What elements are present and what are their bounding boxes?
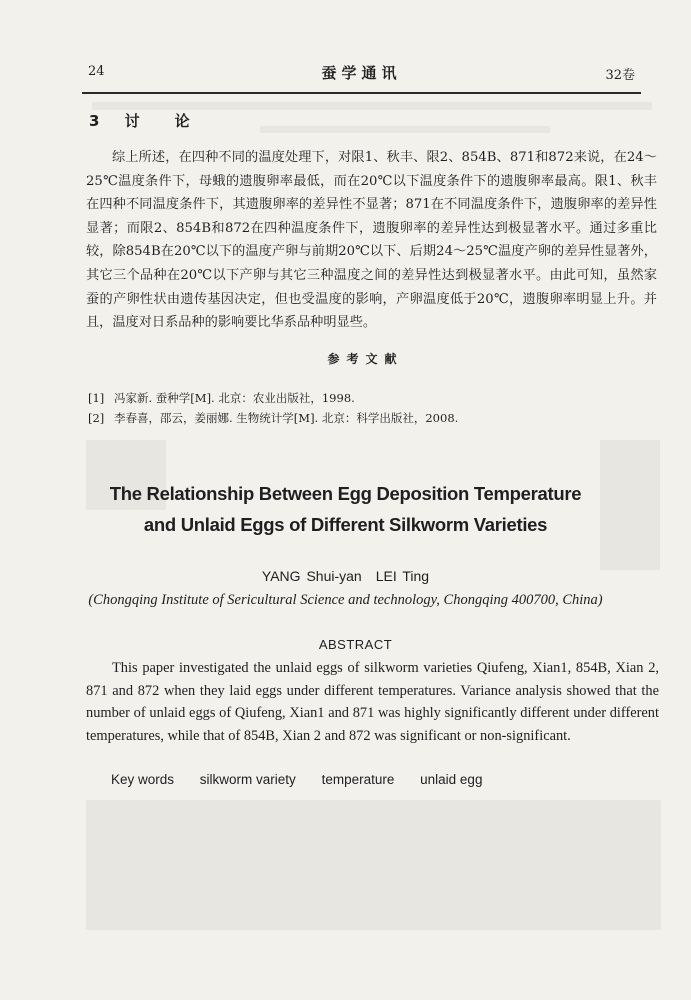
journal-name: 蚕学通讯 [321, 64, 402, 82]
reference-item [88, 388, 648, 408]
reference-item [88, 408, 648, 428]
bleed-through [260, 126, 550, 133]
reference-list [88, 388, 648, 428]
references-heading: 参考文献 [327, 352, 404, 366]
page-number: 24 [88, 64, 105, 79]
section-heading: 3 讨 论 [89, 112, 200, 130]
keyword: unlaid egg [420, 772, 483, 787]
reference-text: 李春喜，邵云，姜丽娜. 生物统计学[M]. 北京：科学出版社，2008. [114, 411, 459, 425]
keyword: temperature [321, 772, 395, 787]
keywords [111, 772, 504, 787]
header-rule [82, 92, 641, 94]
abstract-heading: ABSTRACT [318, 637, 393, 652]
keyword: silkworm variety [199, 772, 296, 787]
authors: YANG Shui-yan LEI Ting [261, 568, 430, 584]
discussion-paragraph: 综上所述，在四种不同的温度处理下，对限1、秋丰、限2、854B、871和872来说，在24～25℃温度条件下，母蛾的遗腹卵率最低，而在20℃以下温度条件下的遗腹卵率最高。限1、秋丰在四种不同温度条件下，其遗腹卵率的差异性不显著；871在不同温度条件下，遗腹卵率的差异性显著；而限2、854B和872在四种温度条件下，遗腹卵率的差异性达到极显著水平。通过多重比较，除854B在20℃以下的温度产卵与前期20℃以下、后期24～25℃温度产卵的差异性显著外，其它三个品种在20℃以下产卵与其它三种温度之间的差异性达到极显著水平。由此可知，虽然家蚕的产卵性状由遗传基因决定，但也受温度的影响，产卵温度低于20℃，遗腹卵率明显上升。并且，温度对日系品种的影响要比华系品种明显些。 [86, 150, 657, 331]
bleed-through [86, 800, 661, 930]
running-header [88, 60, 635, 88]
affiliation: (Chongqing Institute of Sericultural Science and technology, Chongqing 400700, China) [88, 592, 603, 608]
english-title-line: The Relationship Between Egg Deposition Temperature [109, 483, 582, 504]
english-title [0, 478, 691, 540]
reference-number: [1] [88, 391, 105, 405]
reference-text: 冯家新. 蚕种学[M]. 北京：农业出版社，1998. [114, 391, 355, 405]
abstract-text: This paper investigated the unlaid eggs of silkworm varieties Qiufeng, Xian1, 854B, Xian 2, 871 and 872 when they laid eggs under different temperatures. Variance analysis showed that the number of unlaid eggs of Qiufeng, Xian1 and 871 was highly significantly different under different temperatures, while that of 854B, Xian 2 and 872 was significant or non-significant. [86, 660, 659, 744]
volume-number: 32卷 [605, 68, 635, 83]
reference-number: [2] [88, 411, 105, 425]
english-title-line: and Unlaid Eggs of Different Silkworm Varieties [143, 514, 548, 535]
bleed-through [92, 102, 652, 110]
keywords-label: Key words [111, 772, 175, 787]
